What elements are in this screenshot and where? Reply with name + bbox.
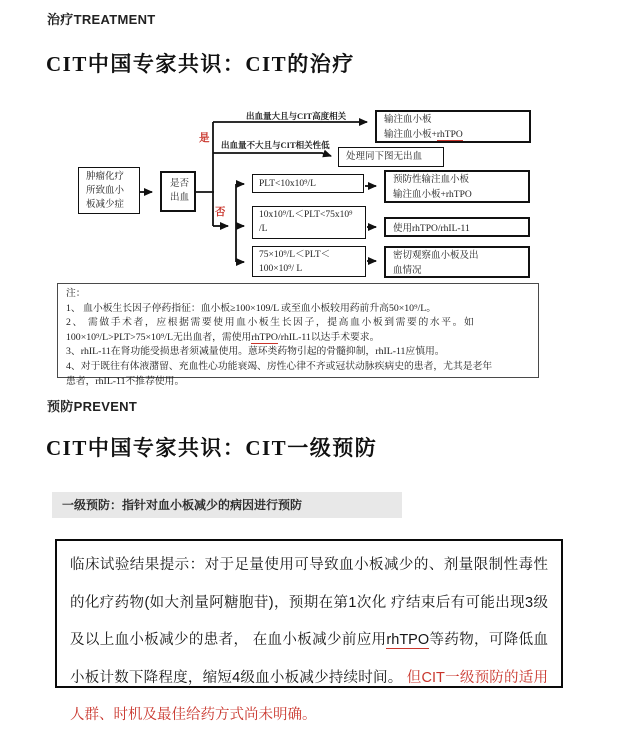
flow-box-transfuse — [375, 110, 531, 143]
flow-box-start — [78, 167, 140, 214]
treatment-notes-box — [57, 283, 539, 387]
note-line-1: 1、 血小板生长因子停药指征：血小板≥100×109/L 或至血小板较用药前升高50×10⁹/L。 — [66, 302, 436, 314]
flow-box-decision-bleeding — [160, 171, 196, 212]
branch-label-yes: 是 — [199, 133, 210, 144]
edge-label-major-bleed: 出血量大且与CIT高度相关 — [246, 111, 347, 121]
flow-box-result-observe — [384, 246, 530, 278]
note-line-2: 2、 需做手术者，应根据需要使用血小板生长因子，提高血小板到需要的水平。如 — [66, 317, 476, 329]
flow-box-plt-75-100 — [252, 246, 366, 277]
plt2-line1: 10x10⁹/L＜PLT<75x10⁹ — [259, 210, 353, 220]
flow-box-start-line3: 板减少症 — [86, 200, 125, 210]
arrow-minor-bleed — [213, 153, 331, 156]
prevent-section-label: 预防PREVENT — [47, 399, 138, 414]
result3-line2: 血情况 — [393, 266, 422, 276]
flow-box-result-rhtpo-rhil11: 使用rhTPO/rhIL-11 — [384, 217, 530, 237]
flow-box-result-prophylactic — [384, 170, 530, 203]
branch-label-no: 否 — [215, 207, 226, 218]
flow-box-start-line1: 肿瘤化疗 — [86, 172, 125, 182]
note-line-6: 患者，rhIL-11不推荐使用。 — [66, 375, 185, 387]
note-line-3 — [66, 331, 530, 346]
flow-box-plt-under-10: PLT<10x10⁹/L — [252, 174, 364, 193]
clinical-text-part2: 等药物，可降低血小板计数下降程度，缩短4级血小板减少持续时间。 — [70, 632, 548, 686]
note-line-3-suffix: /rhIL-11以达手术要求。 — [278, 331, 380, 343]
treatment-flowchart — [0, 100, 621, 292]
result1-line1: 预防性输注血小板 — [393, 175, 470, 185]
flow-box-transfuse-line2 — [384, 128, 529, 143]
treatment-section-label: 治疗TREATMENT — [47, 12, 156, 27]
flow-box-plt-10-75 — [252, 206, 366, 239]
flow-box-decision-line2: 出血 — [170, 193, 190, 203]
primary-prevention-subheading: 一级预防：指针对血小板减少的病因进行预防 — [52, 492, 402, 518]
clinical-drug-rhtpo: rhTPO — [386, 632, 430, 648]
note-line-3-prefix: 100×10⁹/L>PLT>75×10⁹/L无出血者，需使用 — [66, 331, 252, 343]
clinical-text-part1: 临床试验结果提示：对于足量使用可导致血小板减少的、剂量限制性毒性的化疗药物(如大剂量阿糖胞苷)，预期在第1次化 疗结束后有可能出现3级及以上血小板减少的患者， 在血小板减少前应用 — [70, 557, 548, 648]
note-title: 注： — [66, 288, 86, 299]
plt2-line2: /L — [259, 224, 268, 234]
flow-box-decision-line1: 是否 — [170, 179, 190, 189]
result1-line2: 输注血小板+rhTPO — [393, 190, 472, 200]
flow-box-start-line2: 所致血小 — [86, 186, 125, 196]
note-line-4: 3、rhIL-11在肾功能受损患者须减量使用。蒽环类药物引起的骨髓抑制，rhIL-11应慎用。 — [66, 346, 445, 358]
result3-line1: 密切观察血小板及出 — [393, 251, 479, 261]
note-drug-rhtpo: rhTPO — [251, 331, 278, 343]
note-line-5: 4、对于既往有体液潴留、充血性心功能衰竭、房性心律不齐或冠状动脉疾病史的患者，尤其是老年 — [66, 360, 493, 372]
flow-box-transfuse-line1: 输注血小板 — [384, 115, 432, 125]
plt3-line1: 75×10⁹/L＜PLT＜ — [259, 250, 331, 260]
edge-label-minor-bleed: 出血量不大且与CIT相关性低 — [221, 140, 330, 150]
clinical-text-red: 但CIT一级预防的适用人群、时机及最佳给药方式尚未明确。 — [70, 669, 549, 723]
flow-box-same-as-below: 处理同下图无出血 — [338, 147, 444, 167]
transfuse-drug-rhtpo: rhTPO — [436, 130, 463, 140]
prevention-heading: CIT中国专家共识：CIT一级预防 — [46, 436, 378, 460]
clinical-trial-box — [55, 539, 563, 723]
transfuse-prefix: 输注血小板+ — [384, 130, 437, 140]
treatment-heading: CIT中国专家共识：CIT的治疗 — [46, 52, 355, 76]
plt3-line2: 100×10⁹/ L — [259, 264, 303, 274]
